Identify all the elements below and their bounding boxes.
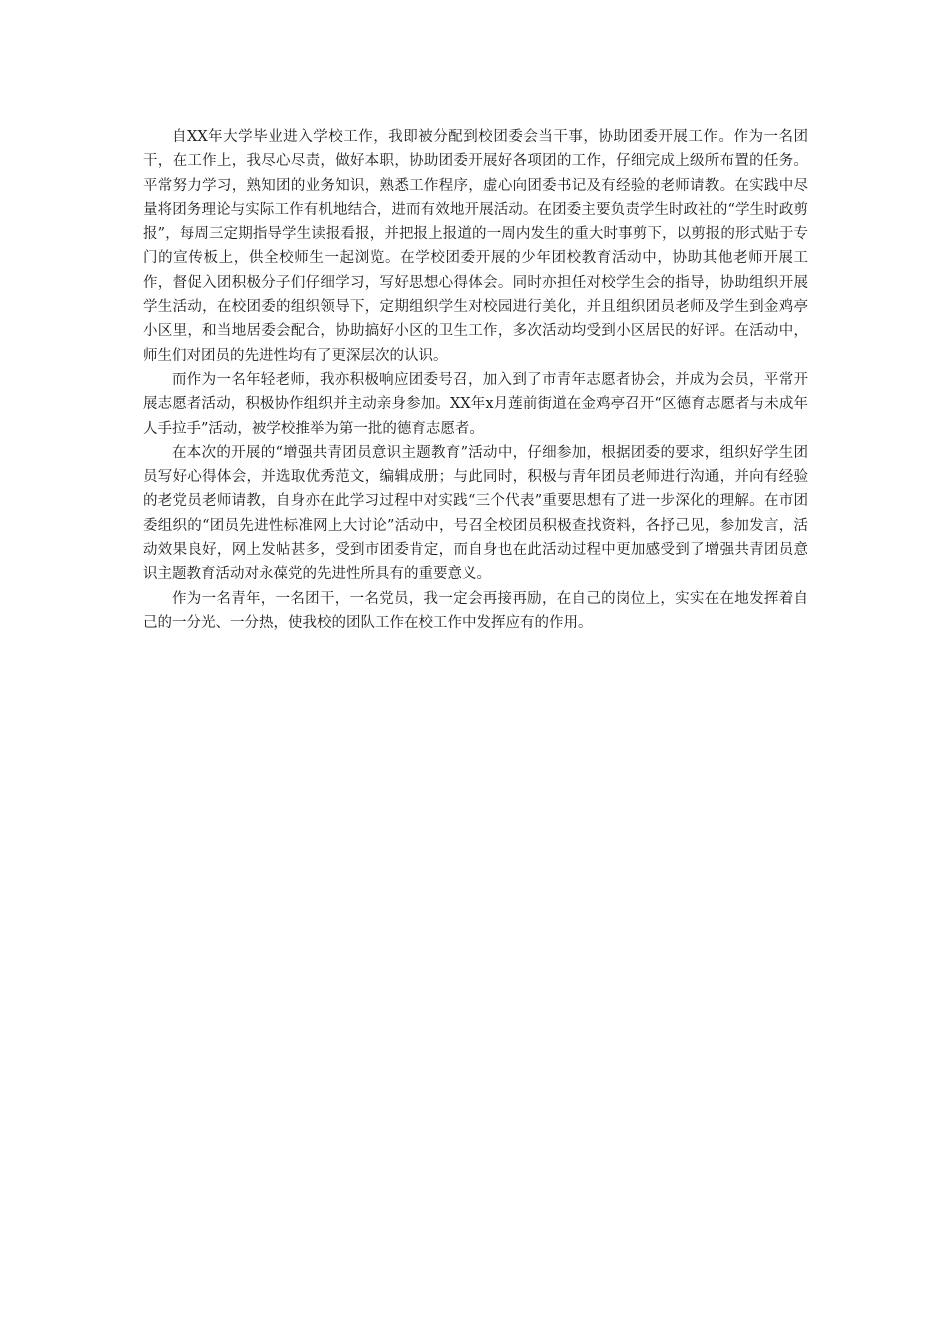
paragraph-2: 而作为一名年轻老师，我亦积极响应团委号召，加入到了市青年志愿者协会，并成为会员，平常开展志愿者活动，积极协作组织并主动亲身参加。XX年x月莲前街道在金鸡亭召开“区德育志愿者与未成年人手拉手”活动，被学校推举为第一批的德育志愿者。: [143, 371, 808, 437]
paragraph-1: 自XX年大学毕业进入学校工作，我即被分配到校团委会当干事，协助团委开展工作。作为一名团干，在工作上，我尽心尽责，做好本职，协助团委开展好各项团的工作，仔细完成上级所布置的任务。平常努力学习，熟知团的业务知识，熟悉工作程序，虚心向团委书记及有经验的老师请教。在实践中尽量将团务理论与实际工作有机地结合，进而有效地开展活动。在团委主要负责学生时政社的“学生时政剪报”，每周三定期指导学生读报看报，并把报上报道的一周内发生的重大时事剪下，以剪报的形式贴于专门的宣传板上，供全校师生一起浏览。在学校团委开展的少年团校教育活动中，协助其他老师开展工作，督促入团积极分子们仔细学习，写好思想心得体会。同时亦担任对校学生会的指导，协助组织开展学生活动，在校团委的组织领导下，定期组织学生对校园进行美化，并且组织团员老师及学生到金鸡亭小区里，和当地居委会配合，协助搞好小区的卫生工作，多次活动均受到小区居民的好评。在活动中，师生们对团员的先进性均有了更深层次的认识。: [143, 129, 808, 364]
paragraph-3: 在本次的开展的“增强共青团员意识主题教育”活动中，仔细参加，根据团委的要求，组织好学生团员写好心得体会，并选取优秀范文，编辑成册；与此同时，积极与青年团员老师进行沟通，并向有经验的老党员老师请教，自身亦在此学习过程中对实践“三个代表”重要思想有了进一步深化的理解。在市团委组织的“团员先进性标准网上大讨论”活动中，号召全校团员积极查找资料，各抒己见，参加发言，活动效果良好，网上发帖甚多，受到市团委肯定，而自身也在此活动过程中更加感受到了增强共青团员意识主题教育活动对永葆党的先进性所具有的重要意义。: [143, 444, 808, 583]
document-body: [143, 125, 808, 635]
paragraph-4: 作为一名青年，一名团干，一名党员，我一定会再接再励，在自己的岗位上，实实在在地发挥着自己的一分光、一分热，使我校的团队工作在校工作中发挥应有的作用。: [143, 590, 808, 631]
